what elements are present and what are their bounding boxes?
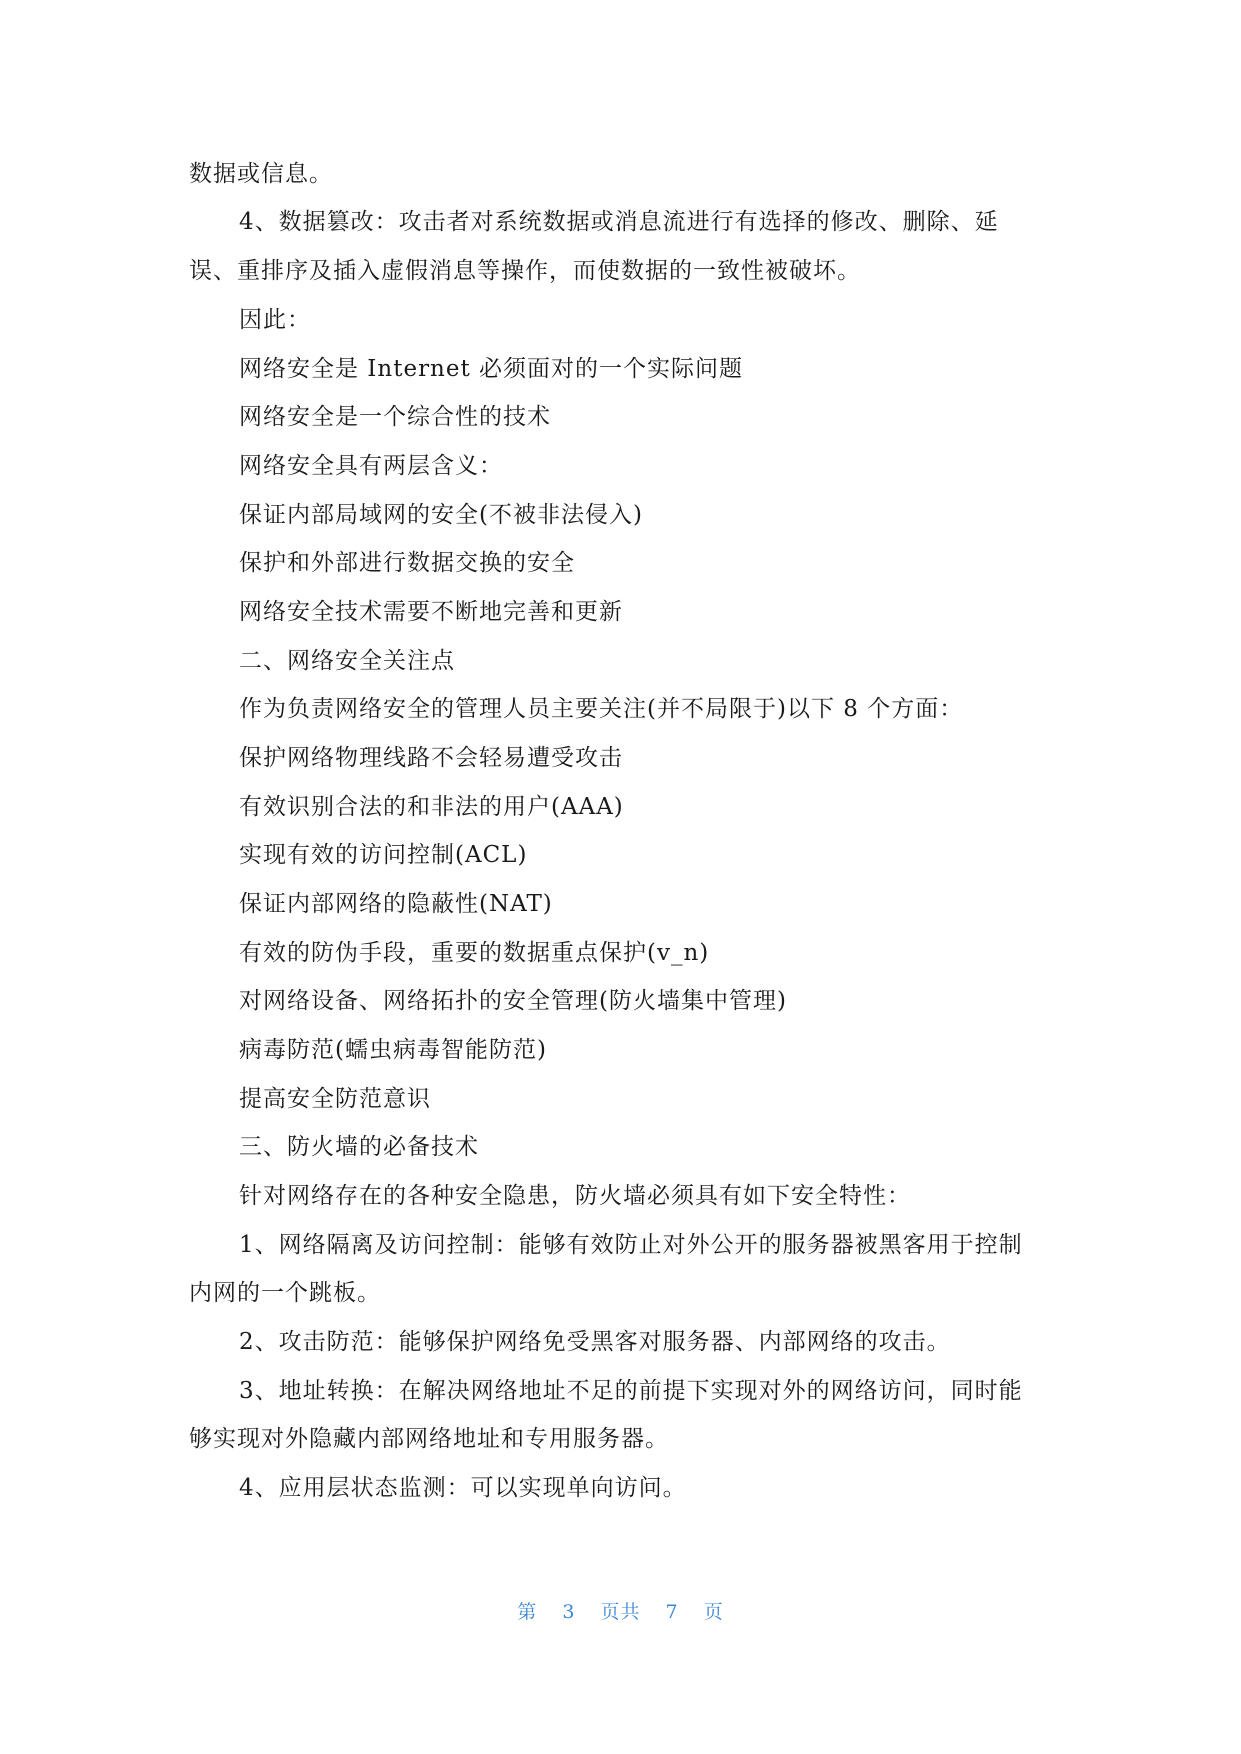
section-heading: 三、防火墙的必备技术 bbox=[239, 1134, 479, 1160]
footer-current-page: 3 bbox=[562, 1601, 576, 1623]
paragraph-line: 网络安全具有两层含义： bbox=[239, 453, 503, 479]
paragraph-line: 对网络设备、网络拓扑的安全管理(防火墙集中管理) bbox=[239, 988, 787, 1014]
paragraph-line: 作为负责网络安全的管理人员主要关注(并不局限于)以下 8 个方面： bbox=[239, 696, 964, 722]
paragraph-line: 病毒防范(蠕虫病毒智能防范) bbox=[239, 1037, 547, 1063]
paragraph-line: 有效识别合法的和非法的用户(AAA) bbox=[239, 794, 624, 820]
paragraph-line: 误、重排序及插入虚假消息等操作，而使数据的一致性被破坏。 bbox=[189, 258, 861, 284]
paragraph-line: 保护和外部进行数据交换的安全 bbox=[239, 550, 575, 576]
paragraph-line: 数据或信息。 bbox=[189, 161, 333, 187]
paragraph-line: 针对网络存在的各种安全隐患，防火墙必须具有如下安全特性： bbox=[239, 1183, 911, 1209]
paragraph-line: 内网的一个跳板。 bbox=[189, 1280, 381, 1306]
paragraph-line: 有效的防伪手段，重要的数据重点保护(v_n) bbox=[239, 940, 710, 966]
paragraph-line: 1、网络隔离及访问控制：能够有效防止对外公开的服务器被黑客用于控制 bbox=[239, 1232, 1023, 1258]
paragraph-line: 保护网络物理线路不会轻易遭受攻击 bbox=[239, 745, 623, 771]
paragraph-line: 4、应用层状态监测：可以实现单向访问。 bbox=[239, 1475, 687, 1501]
paragraph-line: 2、攻击防范：能够保护网络免受黑客对服务器、内部网络的攻击。 bbox=[239, 1329, 951, 1355]
paragraph-line: 够实现对外隐藏内部网络地址和专用服务器。 bbox=[189, 1426, 669, 1452]
footer-label-page: 第 bbox=[517, 1601, 538, 1623]
footer-total-pages: 7 bbox=[665, 1601, 679, 1623]
paragraph-line: 因此： bbox=[239, 307, 311, 333]
paragraph-line: 3、地址转换：在解决网络地址不足的前提下实现对外的网络访问，同时能 bbox=[239, 1378, 1023, 1404]
paragraph-line: 保证内部网络的隐蔽性(NAT) bbox=[239, 891, 553, 917]
paragraph-line: 4、数据篡改：攻击者对系统数据或消息流进行有选择的修改、删除、延 bbox=[239, 209, 999, 235]
footer-label-pages: 页 bbox=[703, 1601, 724, 1623]
paragraph-line: 实现有效的访问控制(ACL) bbox=[239, 842, 528, 868]
paragraph-line: 网络安全是 Internet 必须面对的一个实际问题 bbox=[239, 356, 744, 382]
paragraph-line: 网络安全是一个综合性的技术 bbox=[239, 404, 551, 430]
section-heading: 二、网络安全关注点 bbox=[239, 648, 455, 674]
paragraph-line: 提高安全防范意识 bbox=[239, 1086, 431, 1112]
footer-label-of: 页共 bbox=[600, 1601, 641, 1623]
paragraph-line: 网络安全技术需要不断地完善和更新 bbox=[239, 599, 623, 625]
paragraph-line: 保证内部局域网的安全(不被非法侵入) bbox=[239, 502, 643, 528]
page-footer bbox=[0, 1597, 1241, 1624]
